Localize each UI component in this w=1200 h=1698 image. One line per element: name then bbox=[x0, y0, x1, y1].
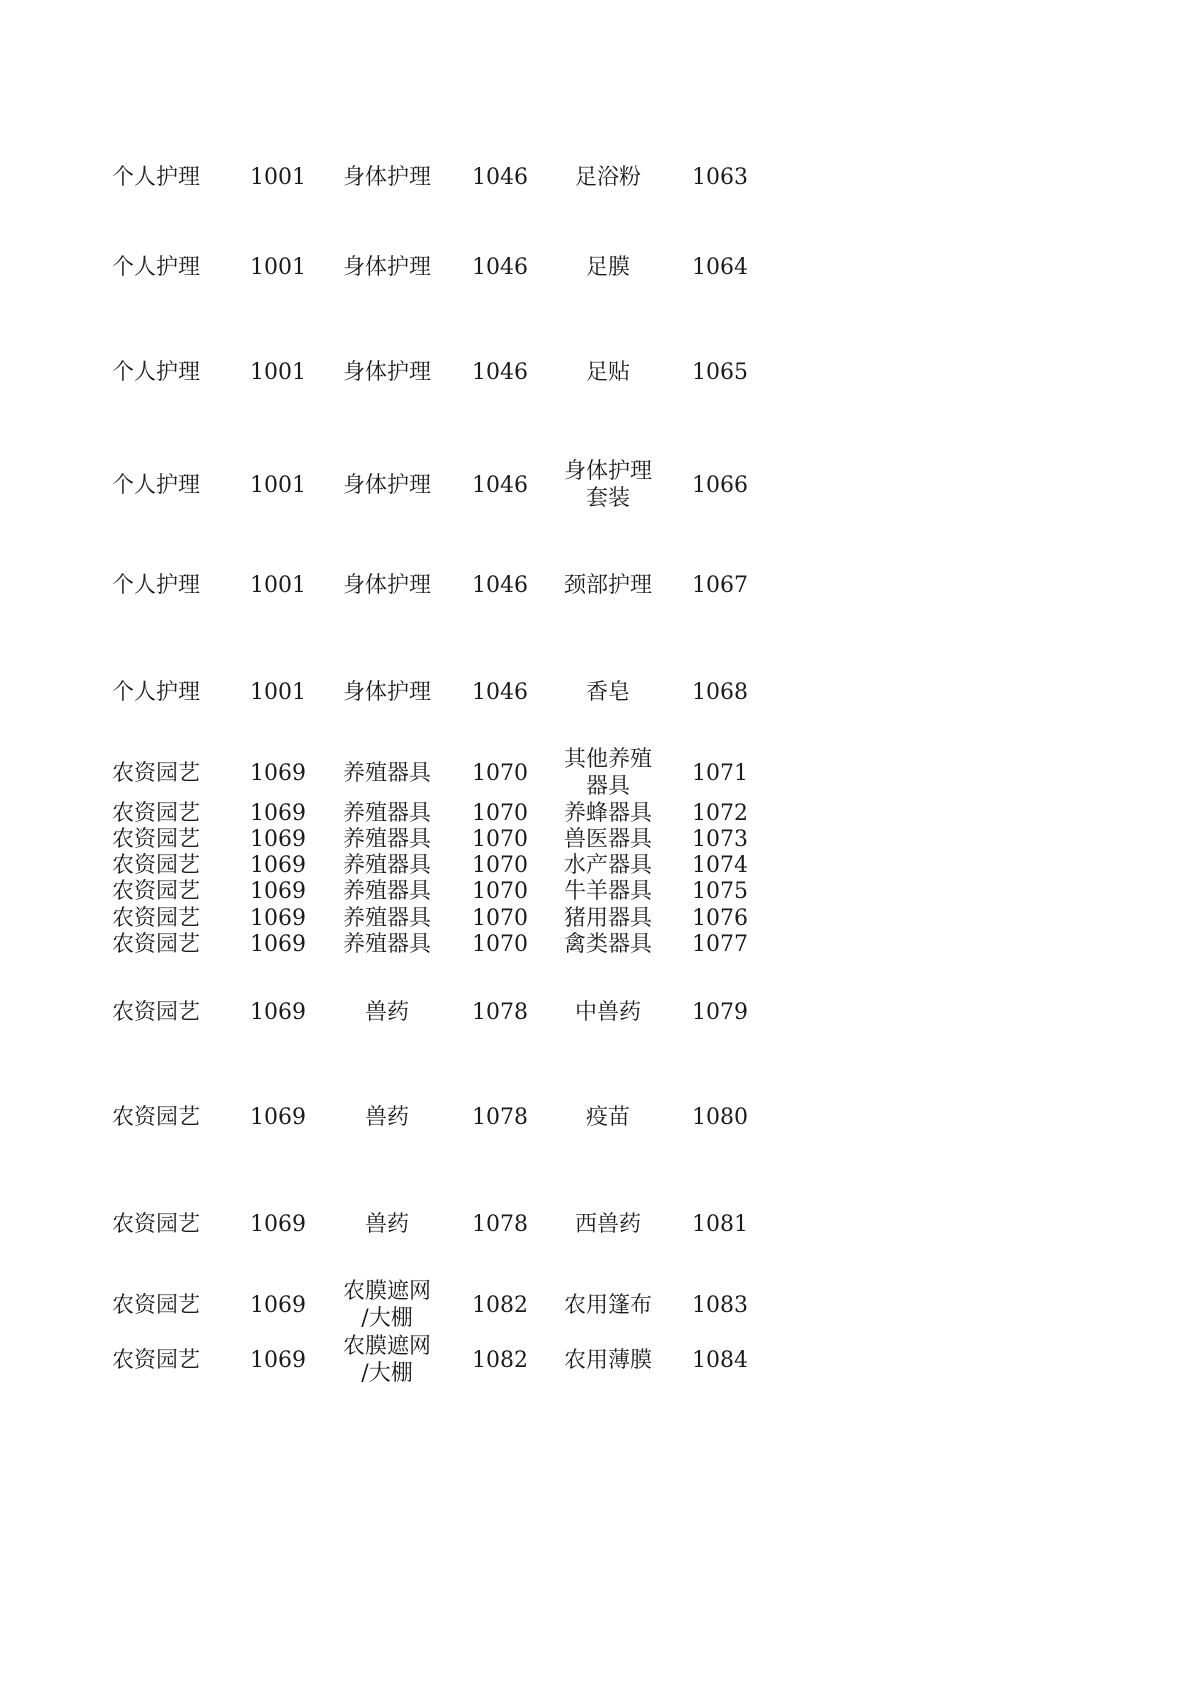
level1-name-cell: 农资园艺 bbox=[112, 905, 201, 931]
level1-code-cell: 1069 bbox=[250, 878, 306, 904]
level3-name-cell: 身体护理 套装 bbox=[563, 459, 652, 511]
level3-code-cell: 1080 bbox=[692, 1104, 748, 1130]
level2-code-cell: 1046 bbox=[472, 254, 528, 280]
table-row bbox=[0, 876, 800, 906]
level3-code-cell: 1075 bbox=[692, 878, 748, 904]
level2-code-cell: 1078 bbox=[472, 999, 528, 1025]
level3-code-cell: 1064 bbox=[692, 254, 748, 280]
level2-name-cell: 身体护理 bbox=[342, 572, 431, 598]
table-row bbox=[0, 995, 800, 1029]
level3-code-cell: 1077 bbox=[692, 931, 748, 957]
table-row bbox=[0, 1207, 800, 1241]
level1-name-cell: 个人护理 bbox=[112, 164, 201, 190]
level2-code-cell: 1082 bbox=[472, 1292, 528, 1318]
level2-name-cell: 身体护理 bbox=[342, 164, 431, 190]
level2-code-cell: 1046 bbox=[472, 164, 528, 190]
level2-code-cell: 1070 bbox=[472, 852, 528, 878]
table-row bbox=[0, 675, 800, 709]
level1-code-cell: 1069 bbox=[250, 999, 306, 1025]
level2-name-cell: 养殖器具 bbox=[342, 760, 431, 786]
level3-code-cell: 1072 bbox=[692, 800, 748, 826]
level3-code-cell: 1084 bbox=[692, 1347, 748, 1373]
level3-code-cell: 1083 bbox=[692, 1292, 748, 1318]
level2-name-cell: 兽药 bbox=[364, 999, 409, 1025]
level2-name-cell: 身体护理 bbox=[342, 254, 431, 280]
level3-code-cell: 1068 bbox=[692, 679, 748, 705]
level2-code-cell: 1070 bbox=[472, 931, 528, 957]
level1-name-cell: 农资园艺 bbox=[112, 1347, 201, 1373]
table-row bbox=[0, 355, 800, 389]
level2-name-cell: 养殖器具 bbox=[342, 878, 431, 904]
level2-name-cell: 兽药 bbox=[364, 1104, 409, 1130]
level3-name-cell: 中兽药 bbox=[574, 999, 641, 1025]
level2-name-cell: 兽药 bbox=[364, 1211, 409, 1237]
level1-name-cell: 农资园艺 bbox=[112, 826, 201, 852]
level3-code-cell: 1073 bbox=[692, 826, 748, 852]
level1-code-cell: 1001 bbox=[250, 359, 306, 385]
level3-name-cell: 颈部护理 bbox=[563, 572, 652, 598]
level2-name-cell: 养殖器具 bbox=[342, 931, 431, 957]
level1-name-cell: 农资园艺 bbox=[112, 800, 201, 826]
table-row bbox=[0, 568, 800, 602]
level2-code-cell: 1070 bbox=[472, 760, 528, 786]
level3-name-cell: 农用篷布 bbox=[563, 1292, 652, 1318]
level1-code-cell: 1069 bbox=[250, 1211, 306, 1237]
level1-name-cell: 个人护理 bbox=[112, 572, 201, 598]
level1-name-cell: 农资园艺 bbox=[112, 1211, 201, 1237]
level3-code-cell: 1063 bbox=[692, 164, 748, 190]
level3-code-cell: 1066 bbox=[692, 472, 748, 498]
level1-code-cell: 1069 bbox=[250, 852, 306, 878]
level1-code-cell: 1001 bbox=[250, 254, 306, 280]
level1-name-cell: 农资园艺 bbox=[112, 931, 201, 957]
level1-code-cell: 1001 bbox=[250, 572, 306, 598]
level3-name-cell: 禽类器具 bbox=[563, 931, 652, 957]
level1-name-cell: 个人护理 bbox=[112, 254, 201, 280]
level1-name-cell: 农资园艺 bbox=[112, 1292, 201, 1318]
level1-name-cell: 农资园艺 bbox=[112, 1104, 201, 1130]
level2-name-cell: 身体护理 bbox=[342, 679, 431, 705]
table-row bbox=[0, 1330, 800, 1390]
level2-name-cell: 养殖器具 bbox=[342, 852, 431, 878]
table-row bbox=[0, 1100, 800, 1134]
level1-name-cell: 农资园艺 bbox=[112, 760, 201, 786]
level3-code-cell: 1071 bbox=[692, 760, 748, 786]
level1-code-cell: 1001 bbox=[250, 472, 306, 498]
level1-code-cell: 1069 bbox=[250, 931, 306, 957]
level2-name-cell: 养殖器具 bbox=[342, 800, 431, 826]
level2-code-cell: 1082 bbox=[472, 1347, 528, 1373]
level1-code-cell: 1001 bbox=[250, 164, 306, 190]
level3-name-cell: 足贴 bbox=[585, 359, 630, 385]
level2-code-cell: 1070 bbox=[472, 878, 528, 904]
level1-code-cell: 1069 bbox=[250, 1292, 306, 1318]
level2-name-cell: 养殖器具 bbox=[342, 826, 431, 852]
level1-code-cell: 1069 bbox=[250, 800, 306, 826]
table-row bbox=[0, 929, 800, 959]
level3-code-cell: 1065 bbox=[692, 359, 748, 385]
level2-code-cell: 1070 bbox=[472, 826, 528, 852]
level1-name-cell: 农资园艺 bbox=[112, 852, 201, 878]
level3-code-cell: 1067 bbox=[692, 572, 748, 598]
level3-name-cell: 牛羊器具 bbox=[563, 878, 652, 904]
level1-name-cell: 个人护理 bbox=[112, 359, 201, 385]
level2-name-cell: 身体护理 bbox=[342, 472, 431, 498]
level2-code-cell: 1078 bbox=[472, 1211, 528, 1237]
level3-name-cell: 农用薄膜 bbox=[563, 1347, 652, 1373]
level2-name-cell: 农膜遮网 /大棚 bbox=[342, 1279, 431, 1331]
level3-name-cell: 足浴粉 bbox=[574, 164, 641, 190]
level2-code-cell: 1046 bbox=[472, 359, 528, 385]
table-row bbox=[0, 1275, 800, 1335]
level2-code-cell: 1046 bbox=[472, 679, 528, 705]
level1-code-cell: 1069 bbox=[250, 826, 306, 852]
level3-name-cell: 其他养殖 器具 bbox=[563, 747, 652, 799]
level2-code-cell: 1070 bbox=[472, 800, 528, 826]
level1-name-cell: 农资园艺 bbox=[112, 878, 201, 904]
level2-name-cell: 身体护理 bbox=[342, 359, 431, 385]
level2-code-cell: 1078 bbox=[472, 1104, 528, 1130]
level1-code-cell: 1001 bbox=[250, 679, 306, 705]
level1-code-cell: 1069 bbox=[250, 1104, 306, 1130]
level1-code-cell: 1069 bbox=[250, 1347, 306, 1373]
level3-name-cell: 西兽药 bbox=[574, 1211, 641, 1237]
level3-name-cell: 水产器具 bbox=[563, 852, 652, 878]
level2-code-cell: 1046 bbox=[472, 472, 528, 498]
level2-code-cell: 1046 bbox=[472, 572, 528, 598]
level1-code-cell: 1069 bbox=[250, 905, 306, 931]
table-row bbox=[0, 455, 800, 515]
level1-name-cell: 个人护理 bbox=[112, 679, 201, 705]
level2-name-cell: 农膜遮网 /大棚 bbox=[342, 1334, 431, 1386]
level1-name-cell: 农资园艺 bbox=[112, 999, 201, 1025]
level3-name-cell: 香皂 bbox=[585, 679, 630, 705]
level3-name-cell: 足膜 bbox=[585, 254, 630, 280]
level3-code-cell: 1081 bbox=[692, 1211, 748, 1237]
level1-code-cell: 1069 bbox=[250, 760, 306, 786]
level3-code-cell: 1079 bbox=[692, 999, 748, 1025]
level3-code-cell: 1074 bbox=[692, 852, 748, 878]
level2-name-cell: 养殖器具 bbox=[342, 905, 431, 931]
table-row bbox=[0, 250, 800, 284]
level3-name-cell: 疫苗 bbox=[585, 1104, 630, 1130]
level3-name-cell: 猪用器具 bbox=[563, 905, 652, 931]
level3-name-cell: 养蜂器具 bbox=[563, 800, 652, 826]
level3-code-cell: 1076 bbox=[692, 905, 748, 931]
table-row bbox=[0, 160, 800, 194]
level3-name-cell: 兽医器具 bbox=[563, 826, 652, 852]
table-row bbox=[0, 743, 800, 803]
level1-name-cell: 个人护理 bbox=[112, 472, 201, 498]
level2-code-cell: 1070 bbox=[472, 905, 528, 931]
